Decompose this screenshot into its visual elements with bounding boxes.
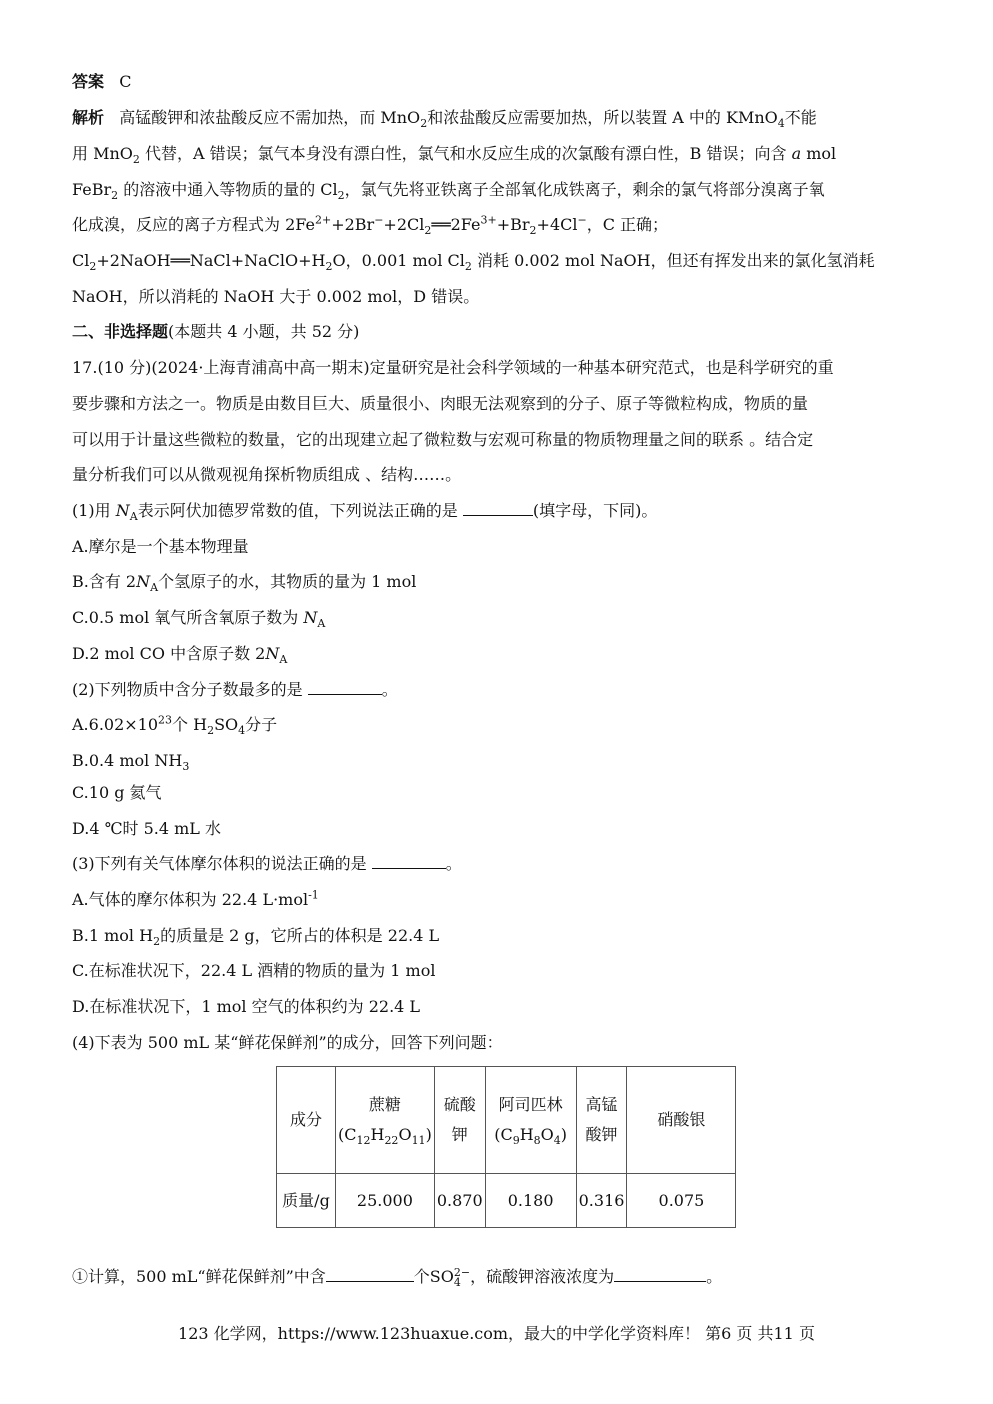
answer-blank-4[interactable] xyxy=(326,1281,414,1282)
answer-blank-1[interactable] xyxy=(463,515,533,516)
table-cell: 质量/g xyxy=(277,1174,336,1228)
section-header xyxy=(72,321,359,343)
table-cell: 0.870 xyxy=(434,1174,485,1228)
q17-part3-option-d: D.在标准状况下，1 mol 空气的体积约为 22.4 L xyxy=(72,997,421,1016)
q17-part2-option-a: $A.6.02\times 10^{23}$个 $H_2SO_4$分子 xyxy=(72,713,278,738)
table-header-cell: 硫酸 钾 xyxy=(434,1067,485,1174)
q17-intro-3: 可以用于计量这些微粒的数量，它的出现建立起了微粒数与宏观可称量的物质物理量之间的联系 。结合定 xyxy=(72,430,814,449)
q17-part3-option-c: C.在标准状况下，22.4 L 酒精的物质的量为 1 mol xyxy=(72,961,436,980)
q17-part2-option-d: D.4 ℃时 5.4 mL 水 xyxy=(72,819,222,838)
analysis-line-1: 解析 高锰酸钾和浓盐酸反应不需加热，而 MnO$_2$和浓盐酸反应需要加热，所以装置 A 中的 KMnO$_4$不能 xyxy=(72,108,817,131)
q17-intro-1: 17.(10 分)(2024·上海青浦高中高一期末)定量研究是社会科学领域的一种基本研究范式，也是科学研究的重 xyxy=(72,358,834,377)
table-header-row xyxy=(277,1067,736,1174)
answer-value: C xyxy=(119,72,132,91)
q17-part1-stem: (1)用 $N_A$表示阿伏加德罗常数的值，下列说法正确的是 (填字母，下同)。 xyxy=(72,501,658,524)
q17-part1-option-c: C.0.5 mol 氧气所含氧原子数为 $N_A$ xyxy=(72,608,326,631)
q17-part3-stem: (3)下列有关气体摩尔体积的说法正确的是 。 xyxy=(72,854,462,873)
q17-part3-option-a: A.气体的摩尔体积为 22.4 L·mol$^{-1}$ xyxy=(72,888,319,909)
q17-part4-stem: (4)下表为 500 mL 某“鲜花保鲜剂”的成分，回答下列问题： xyxy=(72,1033,503,1052)
analysis-line-4: 化成溴，反应的离子方程式为 $2Fe^{2+}+2Br^-+2Cl_2══2Fe^{3+}+Br_2+4Cl^-$，C 正确； xyxy=(72,213,669,238)
composition-table xyxy=(276,1066,736,1228)
q17-part2-stem: (2)下列物质中含分子数最多的是 。 xyxy=(72,680,398,699)
page-footer: 123 化学网，https://www.123huaxue.com，最大的中学化学资料库！ 第6 页 共11 页 xyxy=(178,1324,815,1343)
section-note: (本题共 4 小题，共 52 分) xyxy=(168,322,360,341)
q17-intro-4: 量分析我们可以从微观视角探析物质组成 、结构……。 xyxy=(72,465,462,484)
q17-intro-2: 要步骤和方法之一。物质是由数目巨大、质量很小、肉眼无法观察到的分子、原子等微粒构成，物质的量 xyxy=(72,394,809,413)
table-cell: 0.075 xyxy=(627,1174,736,1228)
section-title: 二、非选择题 xyxy=(72,322,169,341)
q17-part1-option-a: A.摩尔是一个基本物理量 xyxy=(72,537,249,556)
analysis-line-2: 用 MnO$_2$ 代替，A 错误；氯气本身没有漂白性，氯气和水反应生成的次氯酸有漂白性，B 错误；向含 a mol xyxy=(72,144,837,167)
q17-part3-option-b: B.1 mol $H_2$的质量是 2 g，它所占的体积是 22.4 L xyxy=(72,926,440,949)
q17-part2-option-c: C.10 g 氦气 xyxy=(72,783,162,802)
answer-blank-5[interactable] xyxy=(614,1281,706,1282)
table-row xyxy=(277,1174,736,1228)
table-cell: 25.000 xyxy=(336,1174,435,1228)
analysis-line-6: NaOH，所以消耗的 NaOH 大于 0.002 mol，D 错误。 xyxy=(72,287,480,306)
table-header-cell: 成分 xyxy=(277,1067,336,1174)
table-cell: 0.180 xyxy=(485,1174,576,1228)
table-cell: 0.316 xyxy=(576,1174,627,1228)
table-header-cell: 蔗糖 $(C_{12}H_{22}O_{11})$ xyxy=(336,1067,435,1174)
analysis-line-3: FeBr$_2$ 的溶液中通入等物质的量的 $Cl_2$，氯气先将亚铁离子全部氧化成铁离子，剩余的氯气将部分溴离子氧 xyxy=(72,180,825,203)
answer-line xyxy=(72,71,132,93)
analysis-label: 解析 xyxy=(72,108,105,127)
analysis-line-5: $Cl_2+2NaOH══NaCl+NaClO+H_2O$，0.001 mol $Cl_2$ 消耗 0.002 mol NaOH，但还有挥发出来的氯化氢消耗 xyxy=(72,251,875,274)
q17-part4-sub1: ①计算，500 mL“鲜花保鲜剂”中含 个SO 2− 4 ，硫酸钾溶液浓度为 。 xyxy=(72,1265,723,1289)
table-header-cell: 高锰 酸钾 xyxy=(576,1067,627,1174)
table-header-cell: 阿司匹林 $(C_9H_8O_4)$ xyxy=(485,1067,576,1174)
table-header-cell: 硝酸银 xyxy=(627,1067,736,1174)
q17-part1-option-b: B.含有 $2N_A$个氢原子的水，其物质的量为 1 mol xyxy=(72,572,417,595)
answer-label: 答案 xyxy=(72,72,105,91)
answer-blank-3[interactable] xyxy=(372,868,446,869)
q17-part1-option-d: D.2 mol CO 中含原子数 $2N_A$ xyxy=(72,644,288,667)
answer-blank-2[interactable] xyxy=(308,694,382,695)
q17-part2-option-b: B.0.4 mol $NH_3$ xyxy=(72,751,190,774)
